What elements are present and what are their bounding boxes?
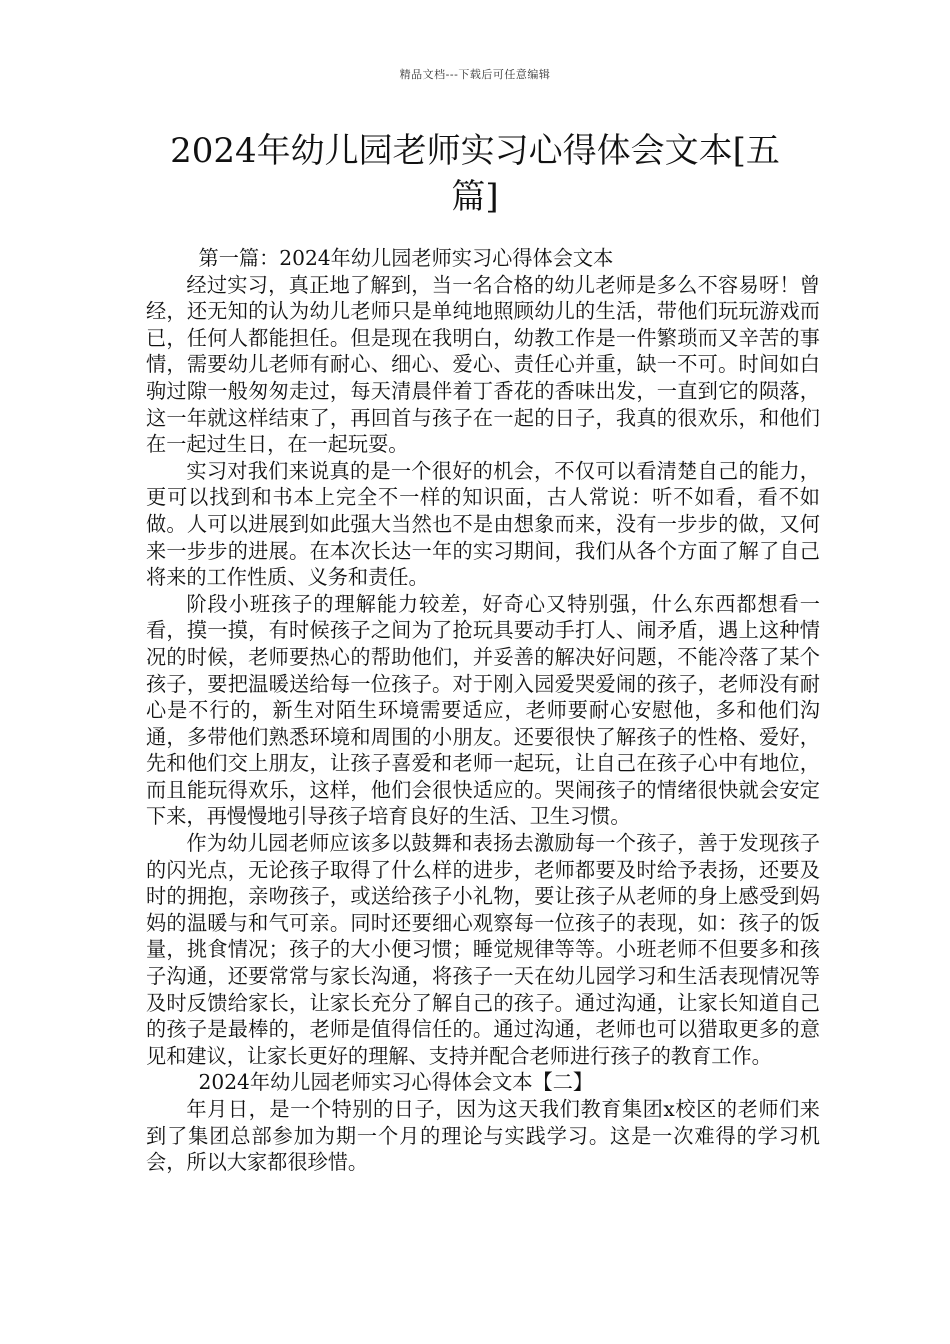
document-body	[146, 245, 820, 1176]
document-title: 2024年幼儿园老师实习心得体会文本[五篇]	[170, 131, 780, 217]
section-1-paragraph-4: 作为幼儿园老师应该多以鼓舞和表扬去激励每一个孩子，善于发现孩子的闪光点，无论孩子取得了什么样的进步，老师都要及时给予表扬，还要及时的拥抱，亲吻孩子，或送给孩子小礼物，要让孩子从老师的身上感受到妈妈的温暖与和气可亲。同时还要细心观察每一位孩子的表现，如：孩子的饭量，挑食情况；孩子的大小便习惯；睡觉规律等等。小班老师不但要多和孩子沟通，还要常常与家长沟通，将孩子一天在幼儿园学习和生活表现情况等及时反馈给家长，让家长充分了解自己的孩子。通过沟通，让家长知道自己的孩子是最棒的，老师是值得信任的。通过沟通，老师也可以猎取更多的意见和建议，让家长更好的理解、支持并配合老师进行孩子的教育工作。	[146, 831, 820, 1068]
section-1-paragraph-3: 阶段小班孩子的理解能力较差，好奇心又特别强，什么东西都想看一看，摸一摸，有时候孩子之间为了抢玩具要动手打人、闹矛盾，遇上这种情况的时候，老师要热心的帮助他们，并妥善的解决好问题，不能冷落了某个孩子，要把温暖送给每一位孩子。对于刚入园爱哭爱闹的孩子，老师没有耐心是不行的，新生对陌生环境需要适应，老师要耐心安慰他，多和他们沟通，多带他们熟悉环境和周围的小朋友。还要很快了解孩子的性格、爱好，先和他们交上朋友，让孩子喜爱和老师一起玩，让自己在孩子心中有地位，而且能玩得欢乐，这样，他们会很快适应的。哭闹孩子的情绪很快就会安定下来，再慢慢地引导孩子培育良好的生活、卫生习惯。	[146, 591, 820, 829]
section-2-paragraph-1: 年月日，是一个特别的日子，因为这天我们教育集团x校区的老师们来到了集团总部参加为期一个月的理论与实践学习。这是一次难得的学习机会，所以大家都很珍惜。	[146, 1097, 820, 1175]
section-1-heading: 第一篇：2024年幼儿园老师实习心得体会文本	[198, 246, 614, 270]
header-note: 精品文档---下载后可任意编辑	[399, 68, 551, 81]
section-1-paragraph-1: 经过实习，真正地了解到，当一名合格的幼儿老师是多么不容易呀！曾经，还无知的认为幼儿老师只是单纯地照顾幼儿的生活，带他们玩玩游戏而已，任何人都能担任。但是现在我明白，幼教工作是一件繁琐而又辛苦的事情，需要幼儿老师有耐心、细心、爱心、责任心并重，缺一不可。时间如白驹过隙一般匆匆走过，每天清晨伴着丁香花的香味出发，一直到它的陨落，这一年就这样结束了，再回首与孩子在一起的日子，我真的很欢乐，和他们在一起过生日，在一起玩耍。	[146, 272, 820, 457]
section-2-heading: 2024年幼儿园老师实习心得体会文本【二】	[198, 1070, 594, 1095]
section-1-paragraph-2: 实习对我们来说真的是一个很好的机会，不仅可以看清楚自己的能力，更可以找到和书本上完全不一样的知识面，古人常说：听不如看，看不如做。人可以进展到如此强大当然也不是由想象而来，没有一步步的做，又何来一步步的进展。在本次长达一年的实习期间，我们从各个方面了解了自己将来的工作性质、义务和责任。	[146, 458, 820, 590]
